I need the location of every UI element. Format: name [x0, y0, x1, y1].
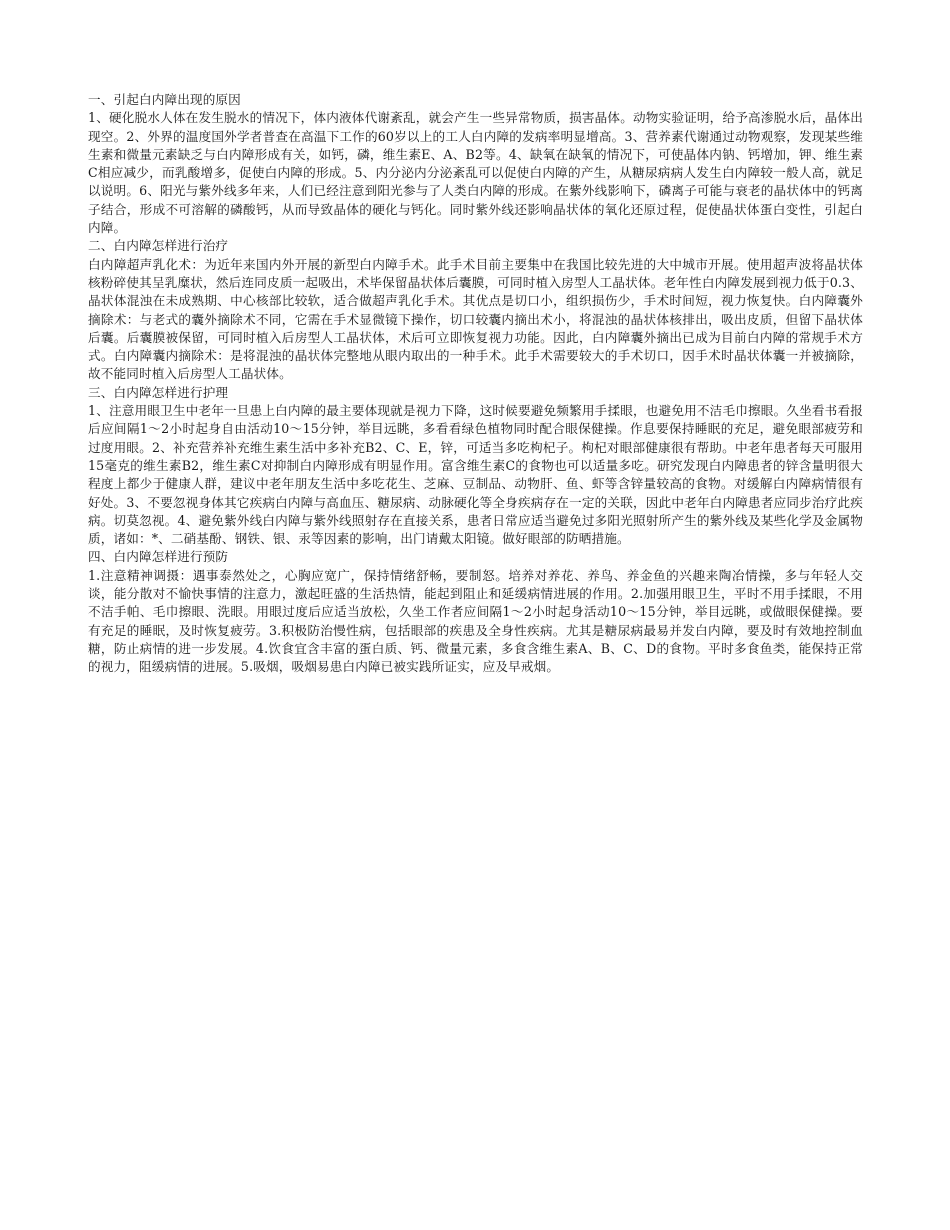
section-text-care: 1、注意用眼卫生中老年一旦患上白内障的最主要体现就是视力下降，这时候要避免频繁用手揉眼，也避免用不洁毛巾擦眼。久坐看书看报后应间隔1～2小时起身自由活动10～15分钟，举目远眺，多看看绿色植物同时配合眼保健操。作息要保持睡眠的充足，避免眼部疲劳和过度用眼。2、补充营养补充维生素生活中多补充B2、C、E，锌，可适当多吃枸杞子。枸杞对眼部健康很有帮助。中老年患者每天可服用15毫克的维生素B2，维生素C对抑制白内障形成有明显作用。富含维生素C的食物也可以适量多吃。研究发现白内障患者的锌含量明很大程度上都少于健康人群，建议中老年朋友生活中多吃花生、芝麻、豆制品、动物肝、鱼、虾等含锌量较高的食物。对缓解白内障病情很有好处。3、不要忽视身体其它疾病白内障与高血压、糖尿病、动脉硬化等全身疾病存在一定的关联，因此中老年白内障患者应同步治疗此疾病。切莫忽视。4、避免紫外线白内障与紫外线照射存在直接关系，患者日常应适当避免过多阳光照射所产生的紫外线及某些化学及金属物质，诸如：*、二硝基酚、钢铁、银、汞等因素的影响，出门请戴太阳镜。做好眼部的防晒措施。	[88, 403, 863, 547]
section-text-causes: 1、硬化脱水人体在发生脱水的情况下，体内液体代谢紊乱，就会产生一些异常物质，损害晶体。动物实验证明，给予高渗脱水后，晶体出现空。2、外界的温度国外学者普查在高温下工作的60岁以上的工人白内障的发病率明显增高。3、营养素代谢通过动物观察，发现某些维生素和微量元素缺乏与白内障形成有关，如钙，磷，维生素E、A、B2等。4、缺氧在缺氧的情况下，可使晶体内钠、钙增加，钾、维生素C相应减少，而乳酸增多，促使白内障的形成。5、内分泌内分泌紊乱可以促使白内障的产生，从糖尿病病人发生白内障较一般人高，就足以说明。6、阳光与紫外线多年来，人们已经注意到阳光参与了人类白内障的形成。在紫外线影响下，磷离子可能与衰老的晶状体中的钙离子结合，形成不可溶解的磷酸钙，从而导致晶体的硬化与钙化。同时紫外线还影响晶状体的氧化还原过程，促使晶状体蛋白变性，引起白内障。	[88, 110, 863, 236]
section-heading-prevention: 四、白内障怎样进行预防	[88, 549, 229, 565]
section-heading-causes: 一、引起白内障出现的原因	[88, 92, 241, 107]
section-heading-treatment: 二、白内障怎样进行治疗	[88, 238, 229, 254]
section-heading-care: 三、白内障怎样进行护理	[88, 384, 229, 400]
document-body	[88, 91, 863, 677]
section-text-treatment: 白内障超声乳化术：为近年来国内外开展的新型白内障手术。此手术目前主要集中在我国比较先进的大中城市开展。使用超声波将晶状体核粉碎使其呈乳糜状，然后连同皮质一起吸出，术毕保留晶状体后囊膜，可同时植入房型人工晶状体。老年性白内障发展到视力低于0.3、晶状体混浊在未成熟期、中心核部比较软，适合做超声乳化手术。其优点是切口小，组织损伤少，手术时间短，视力恢复快。白内障囊外摘除术：与老式的囊外摘除术不同，它需在手术显微镜下操作，切口较囊内摘出术小，将混浊的晶状体核排出，吸出皮质，但留下晶状体后囊。后囊膜被保留，可同时植入后房型人工晶状体，术后可立即恢复视力功能。因此，白内障囊外摘出已成为目前白内障的常规手术方式。白内障囊内摘除术：是将混浊的晶状体完整地从眼内取出的一种手术。此手术需要较大的手术切口，因手术时晶状体囊一并被摘除，故不能同时植入后房型人工晶状体。	[88, 256, 863, 382]
section-text-prevention: 1.注意精神调摄：遇事泰然处之，心胸应宽广，保持情绪舒畅，要制怒。培养对养花、养鸟、养金鱼的兴趣来陶冶情操，多与年轻人交谈，能分散对不愉快事情的注意力，激起旺盛的生活热情，能起到阻止和延缓病情进展的作用。2.加强用眼卫生，平时不用手揉眼，不用不洁手帕、毛巾擦眼、洗眼。用眼过度后应适当放松，久坐工作者应间隔1～2小时起身活动10～15分钟，举目远眺，或做眼保健操。要有充足的睡眠，及时恢复疲劳。3.积极防治慢性病，包括眼部的疾患及全身性疾病。尤其是糖尿病最易并发白内障，要及时有效地控制血糖，防止病情的进一步发展。4.饮食宜含丰富的蛋白质、钙、微量元素，多食含维生素A、B、C、D的食物。平时多食鱼类，能保持正常的视力，阻缓病情的进展。5.吸烟，吸烟易患白内障已被实践所证实，应及早戒烟。	[88, 567, 863, 675]
